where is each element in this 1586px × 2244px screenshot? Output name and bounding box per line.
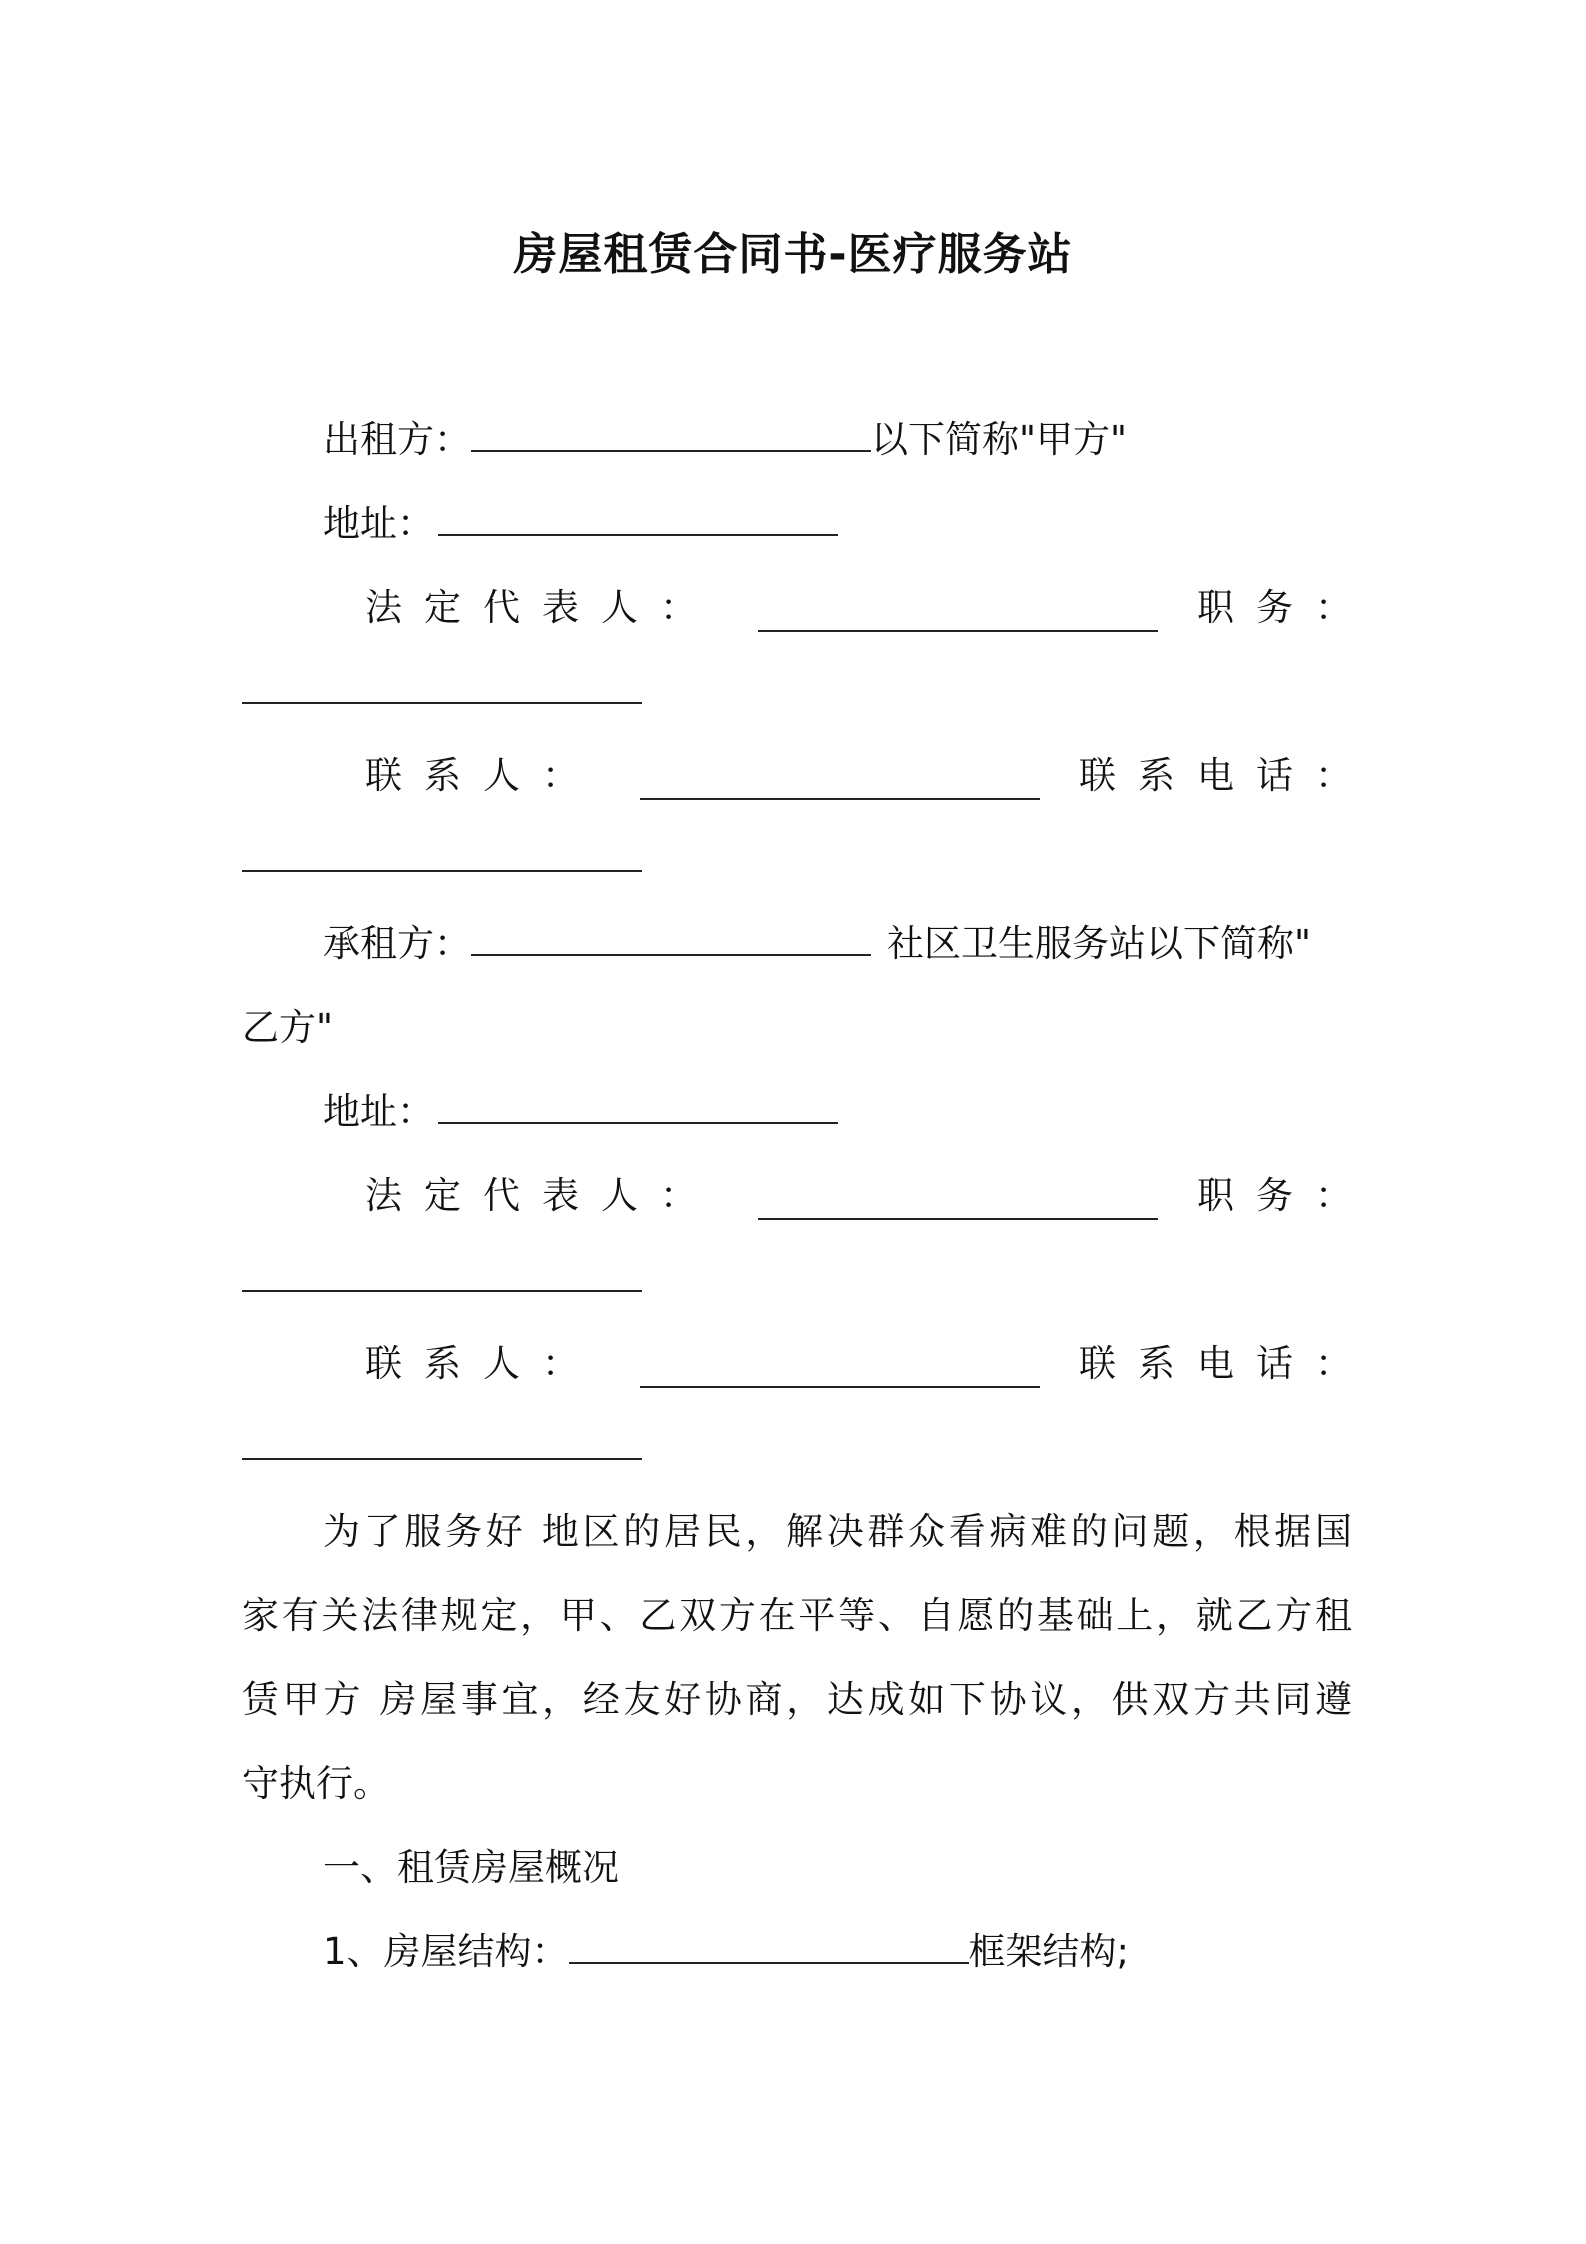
lessee-suffix-cont: 乙方" xyxy=(242,1006,334,1049)
lessee-position-blank[interactable] xyxy=(242,1260,642,1292)
lessee-line-cont xyxy=(242,1004,333,1052)
item-1-suffix: 框架结构; xyxy=(968,1930,1130,1973)
lessor-address-blank[interactable] xyxy=(438,504,838,536)
lessor-label: 出租方： xyxy=(323,418,471,461)
preamble-line-4: 守执行。 xyxy=(242,1762,390,1805)
preamble-line-2: 家有关法律规定，甲、乙双方在平等、自愿的基础上，就乙方租 xyxy=(242,1594,1352,1637)
lessee-phone-blank[interactable] xyxy=(242,1428,642,1460)
lessor-suffix: 以下简称"甲方" xyxy=(871,418,1128,461)
lessor-blank[interactable] xyxy=(471,420,871,452)
lessor-legal-rep-label: 法定代表人： xyxy=(365,586,719,629)
item-1-line xyxy=(323,1928,1129,1976)
lessor-address-label: 地址： xyxy=(323,502,434,545)
lessee-legal-rep-blank[interactable] xyxy=(758,1188,1158,1220)
lessor-contact-line xyxy=(365,752,1374,800)
lessee-contact-label: 联系人： xyxy=(365,1342,601,1385)
item-1-label: 1、房屋结构： xyxy=(323,1930,569,1973)
lessor-phone-blank[interactable] xyxy=(242,840,642,872)
lessee-legal-rep-line xyxy=(365,1172,1374,1220)
lessor-position-blank[interactable] xyxy=(242,672,642,704)
lessee-position-label: 职务： xyxy=(1197,1174,1374,1217)
lessor-legal-rep-blank[interactable] xyxy=(758,600,1158,632)
lessee-label: 承租方： xyxy=(323,922,471,965)
lessee-contact-blank[interactable] xyxy=(640,1356,1040,1388)
lessee-position-line xyxy=(242,1256,642,1304)
lessor-phone-line xyxy=(242,836,642,884)
lessor-legal-rep-line xyxy=(365,584,1374,632)
lessor-address-line xyxy=(323,500,842,548)
lessee-contact-line xyxy=(365,1340,1374,1388)
lessor-line xyxy=(323,416,1127,464)
lessee-address-line xyxy=(323,1088,842,1136)
lessee-legal-rep-label: 法定代表人： xyxy=(365,1174,719,1217)
lessor-contact-label: 联系人： xyxy=(365,754,601,797)
lessor-position-label: 职务： xyxy=(1197,586,1374,629)
lessor-phone-label: 联系电话： xyxy=(1079,754,1374,797)
lessee-phone-label: 联系电话： xyxy=(1079,1342,1374,1385)
lessee-address-blank[interactable] xyxy=(438,1092,838,1124)
lessee-address-label: 地址： xyxy=(323,1090,434,1133)
item-1-blank[interactable] xyxy=(569,1932,969,1964)
preamble-line-3: 赁甲方 房屋事宜，经友好协商，达成如下协议，供双方共同遵 xyxy=(242,1678,1352,1721)
lessee-phone-line xyxy=(242,1424,642,1472)
section-1-heading: 一、租赁房屋概况 xyxy=(323,1846,619,1889)
lessee-blank[interactable] xyxy=(471,924,871,956)
document-title: 房屋租赁合同书-医疗服务站 xyxy=(513,229,1073,280)
lessor-position-line xyxy=(242,668,642,716)
lessee-suffix: 社区卫生服务站以下简称" xyxy=(887,922,1312,965)
lessee-line xyxy=(323,920,1311,968)
lessor-contact-blank[interactable] xyxy=(640,768,1040,800)
preamble-line-1: 为了服务好 地区的居民，解决群众看病难的问题，根据国 xyxy=(323,1510,1352,1553)
